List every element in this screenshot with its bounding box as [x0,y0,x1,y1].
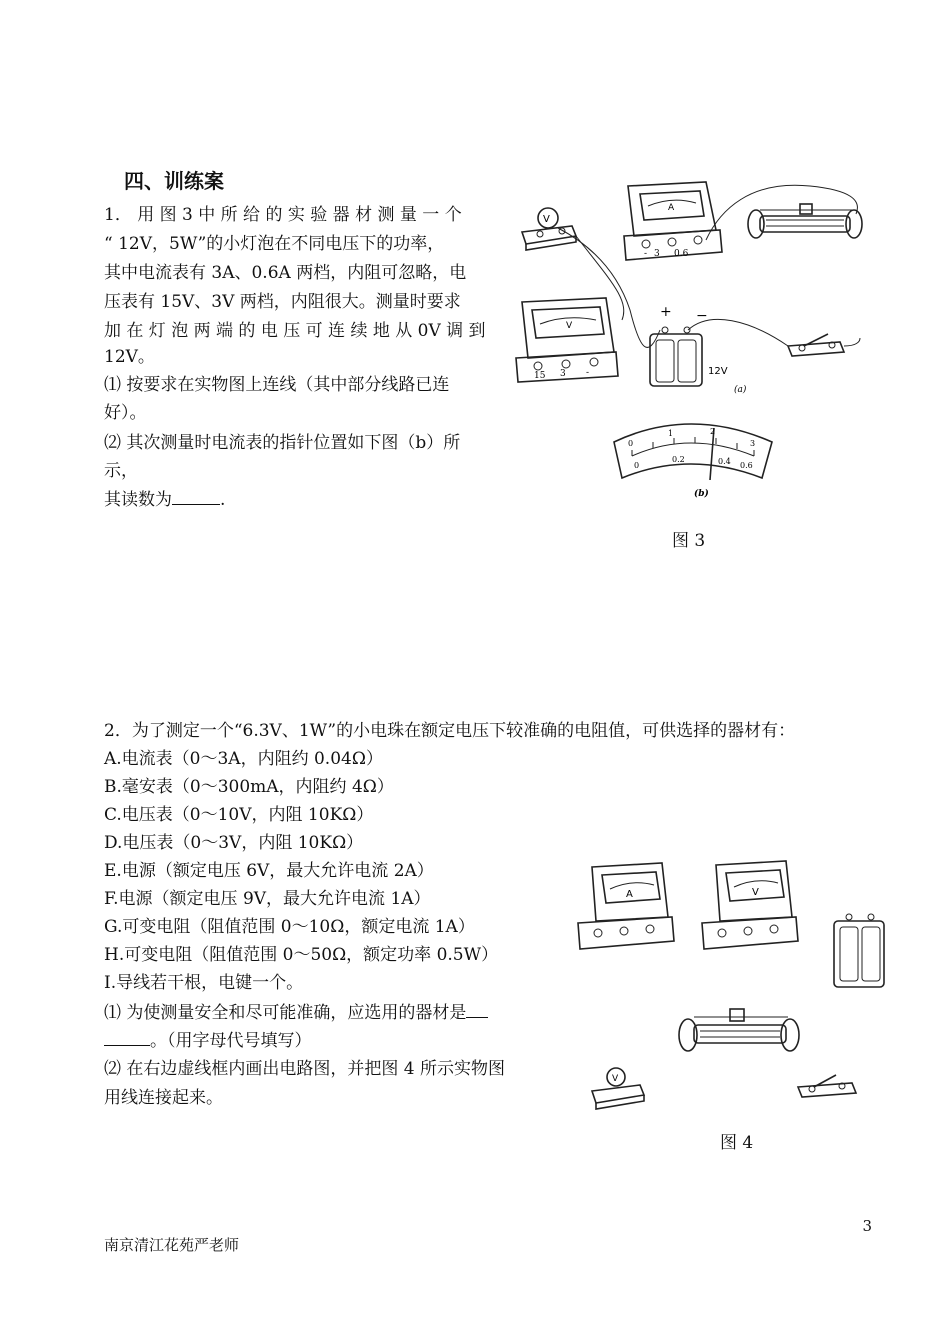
q2-part1-text: ⑴ 为使测量安全和尽可能准确，应选用的器材是 [104,1003,467,1023]
q2-option: B.毫安表（0～300mA，内阻约 4Ω） [104,777,394,797]
figure-3-caption: 图 3 [672,531,706,551]
section-heading: 四、训练案 [124,169,224,193]
ammeter-scale-b [614,424,772,499]
q2-option: E.电源（额定电压 6V，最大允许电流 2A） [104,861,434,881]
label-b: (b) [694,489,709,499]
reading-answer-blank[interactable] [172,486,220,505]
voltmeter [516,298,618,382]
plus-sign: + [660,304,672,320]
battery [650,304,747,395]
ammeter-terminal: 3 [654,249,660,259]
q2-option: G.可变电阻（阻值范围 0～10Ω，额定电流 1A） [104,917,475,937]
scale-bottom: 0.6 [740,461,753,470]
switch [788,334,844,356]
q2-part1-suffix: 。（用字母代号填写） [150,1031,312,1051]
page-number: 3 [862,1217,872,1235]
scale-top: 3 [750,439,756,448]
voltmeter-letter: V [566,321,573,331]
voltmeter [702,861,798,949]
ammeter-letter: A [626,889,633,900]
scale-top: 2 [710,427,716,436]
bulb-holder [522,208,576,250]
q2-option: C.电压表（0～10V，内阻 10KΩ） [104,805,374,825]
q2-part2-line2: 用线连接起来。 [104,1088,223,1108]
equipment-answer-blank[interactable] [466,999,488,1018]
ammeter-letter: A [668,203,675,213]
figure-4-caption: 图 4 [720,1133,754,1153]
footer-author: 南京清江花苑严老师 [104,1236,240,1254]
q2-part1-line2 [104,1027,312,1054]
q1-line: ⑴ 按要求在实物图上连线（其中部分线路已连 [104,375,450,395]
switch [798,1075,856,1097]
q2-option: I.导线若干根，电键一个。 [104,973,304,993]
ammeter [624,182,722,260]
reading-suffix: . [220,490,226,510]
equipment-answer-blank-continued[interactable] [104,1027,150,1046]
bulb-holder [592,1068,644,1109]
scale-top: 0 [628,439,634,448]
ammeter [578,863,674,949]
bulb-letter: V [543,214,550,225]
q2-intro: 2．为了测定一个“6.3V、1W”的小电珠在额定电压下较准确的电阻值，可供选择的器材有： [104,721,796,741]
voltmeter-terminal: - [586,368,590,378]
q1-line: 1． 用 图 3 中 所 给 的 实 验 器 材 测 量 一 个 [104,205,462,225]
figure-4-apparatus [570,855,890,1115]
ammeter-terminal: 0.6 [674,249,689,259]
voltmeter-letter: V [752,887,759,898]
q1-line: “ 12V，5W”的小灯泡在不同电压下的功率， [104,234,445,254]
q1-line: 好）。 [104,403,147,423]
battery [834,914,884,987]
q1-line: 其中电流表有 3A、0.6A 两档，内阻可忽略，电 [104,263,467,283]
minus-sign: − [696,308,708,324]
q2-option: A.电流表（0～3A，内阻约 0.04Ω） [104,749,383,769]
voltmeter-terminal: 15 [534,371,546,381]
q2-option: H.可变电阻（阻值范围 0～50Ω，额定功率 0.5W） [104,945,499,965]
battery-voltage: 12V [708,366,728,377]
rheostat [748,204,862,238]
q1-line: 压表有 15V、3V 两档，内阻很大。测量时要求 [104,292,461,312]
rheostat [679,1009,799,1051]
scale-bottom: 0.2 [672,455,685,464]
q1-line: 12V。 [104,347,155,367]
scale-top: 1 [668,429,674,438]
q1-line: ⑵ 其次测量时电流表的指针位置如下图（b）所 [104,433,461,453]
q2-option: D.电压表（0～3V，内阻 10KΩ） [104,833,364,853]
scale-bottom: 0 [634,461,640,470]
figure-3-apparatus [510,170,870,515]
q1-line: 示， [104,461,138,481]
label-a: (a) [734,385,747,395]
q2-option: F.电源（额定电压 9V，最大允许电流 1A） [104,889,431,909]
q1-line: 加 在 灯 泡 两 端 的 电 压 可 连 续 地 从 0V 调 到 [104,321,486,341]
reading-prefix: 其读数为 [104,490,172,510]
voltmeter-terminal: 3 [560,369,566,379]
bulb-letter: V [612,1074,619,1084]
q2-part2-line1: ⑵ 在右边虚线框内画出电路图，并把图 4 所示实物图 [104,1059,506,1079]
q2-part1-line1 [104,999,488,1026]
scale-bottom: 0.4 [718,457,731,466]
ammeter-terminal: - [644,249,648,259]
q1-reading-line [104,486,225,513]
